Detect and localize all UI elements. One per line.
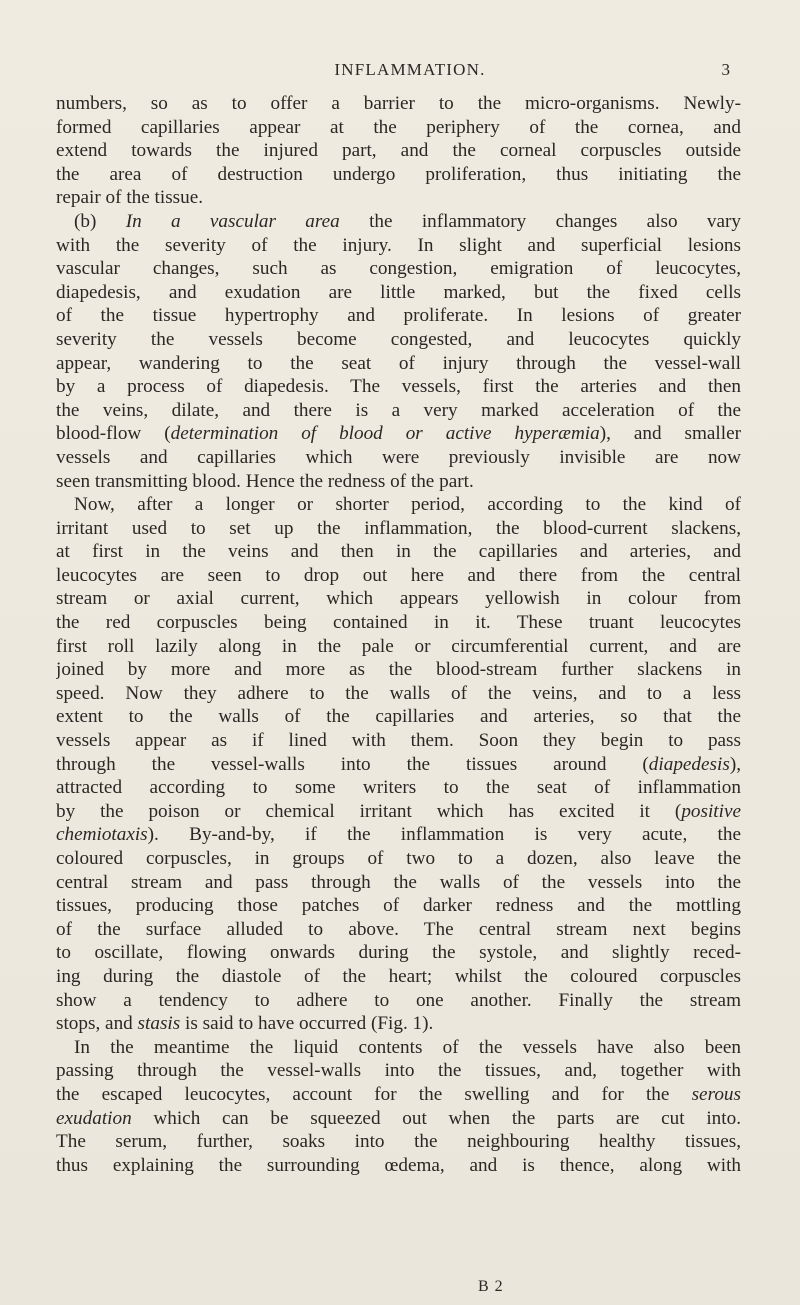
text-line: severity the vessels become congested, and leucocytes quickly (56, 328, 741, 350)
text-line: exudation which can be squeezed out when the parts are cut into. (56, 1107, 741, 1129)
text-line: at first in the veins and then in the capillaries and arteries, and (56, 541, 741, 563)
text-line: first roll lazily along in the pale or circumferential current, and are (56, 635, 741, 657)
running-title: INFLAMMATION. (334, 60, 486, 79)
text-line: by the poison or chemical irritant which has excited it (positive (56, 800, 741, 822)
text-line: irritant used to set up the inflammation, the blood-current slackens, (56, 517, 741, 539)
text-line: blood-flow (determination of blood or active hyperæmia), and smaller (56, 423, 741, 445)
text-line: the area of destruction undergo proliferation, thus initiating the (56, 163, 741, 185)
text-line: numbers, so as to offer a barrier to the micro-organisms. Newly- (56, 93, 741, 114)
text-line: extent to the walls of the capillaries and arteries, so that the (56, 706, 741, 728)
text-line: vessels appear as if lined with them. Soon they begin to pass (56, 730, 741, 752)
text-line: the red corpuscles being contained in it. These truant leucocytes (56, 612, 741, 634)
text-line: tissues, producing those patches of darker redness and the mottling (56, 895, 741, 917)
text-line: to oscillate, flowing onwards during the systole, and slightly reced- (56, 942, 741, 964)
text-line: by a process of diapedesis. The vessels, first the arteries and then (56, 376, 741, 398)
text-line: speed. Now they adhere to the walls of the veins, and to a less (56, 682, 741, 704)
text-line: passing through the vessel-walls into the tissues, and, together with (56, 1060, 741, 1082)
text-line: The serum, further, soaks into the neighbouring healthy tissues, (56, 1131, 741, 1153)
text-line: stream or axial current, which appears yellowish in colour from (56, 588, 741, 610)
text-line: vascular changes, such as congestion, emigration of leucocytes, (56, 258, 741, 280)
text-line: formed capillaries appear at the periphery of the cornea, and (56, 116, 741, 138)
text-line: Now, after a longer or shorter period, according to the kind of (74, 494, 741, 516)
text-line: In the meantime the liquid contents of the vessels have also been (74, 1036, 741, 1058)
text-line: ing during the diastole of the heart; whilst the coloured corpuscles (56, 965, 741, 987)
page-number: 3 (721, 60, 730, 79)
text-line: the veins, dilate, and there is a very marked acceleration of the (56, 399, 741, 421)
text-line: repair of the tissue. (56, 187, 204, 209)
text-line: chemiotaxis). By-and-by, if the inflammation is very acute, the (56, 824, 741, 846)
text-line: central stream and pass through the walls of the vessels into the (56, 871, 741, 893)
text-line: stops, and stasis is said to have occurred (Fig. 1). (56, 1013, 434, 1035)
text-line: extend towards the injured part, and the corneal corpuscles outside (56, 140, 741, 162)
text-line: of the tissue hypertrophy and proliferate. In lesions of greater (56, 305, 741, 327)
text-line: of the surface alluded to above. The central stream next begins (56, 918, 741, 940)
text-line: appear, wandering to the seat of injury through the vessel-wall (56, 352, 741, 374)
text-line: diapedesis, and exudation are little marked, but the fixed cells (56, 281, 741, 303)
text-line: the escaped leucocytes, account for the swelling and for the serous (56, 1083, 741, 1105)
text-line: show a tendency to adhere to one another. Finally the stream (56, 989, 741, 1011)
signature-mark: B 2 (478, 1278, 504, 1295)
text-line: (b) In a vascular area the inflammatory changes also vary (74, 210, 741, 232)
text-line: thus explaining the surrounding œdema, and is thence, along with (56, 1154, 741, 1176)
text-line: coloured corpuscles, in groups of two to a dozen, also leave the (56, 848, 741, 869)
text-line: leucocytes are seen to drop out here and there from the central (56, 564, 741, 586)
text-line: vessels and capillaries which were previously invisible are now (56, 446, 741, 468)
running-head (90, 60, 730, 90)
body-text (56, 92, 741, 1177)
text-line: seen transmitting blood. Hence the redness of the part. (56, 470, 474, 492)
text-line: through the vessel-walls into the tissues around (diapedesis), (56, 753, 741, 775)
text-line: joined by more and more as the blood-stream further slackens in (56, 659, 741, 681)
text-line: attracted according to some writers to the seat of inflammation (56, 777, 741, 799)
text-line: with the severity of the injury. In slight and superficial lesions (56, 234, 741, 256)
